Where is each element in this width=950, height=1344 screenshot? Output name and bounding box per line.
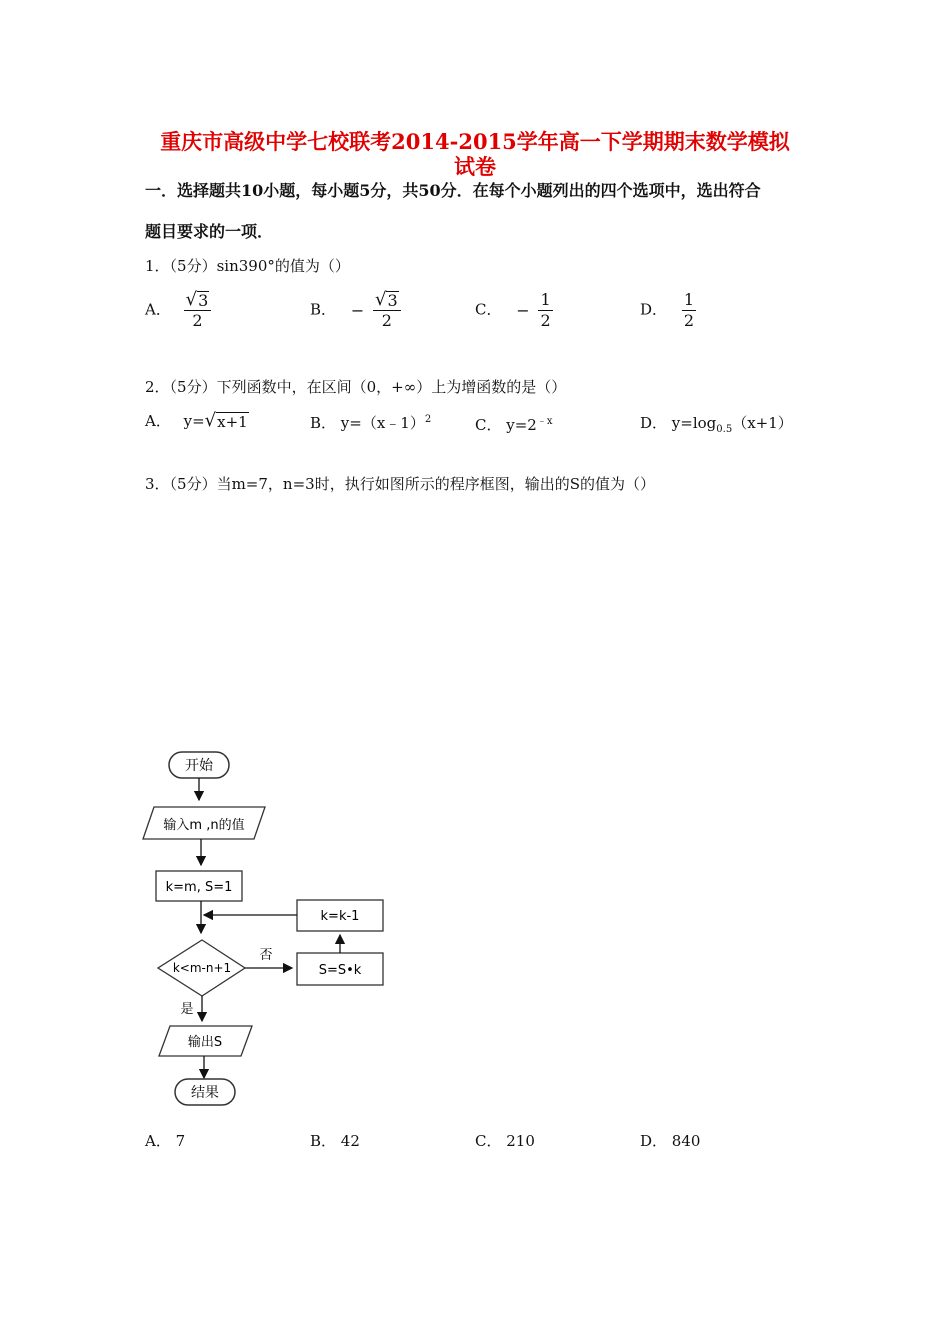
program-flowchart <box>140 745 400 1115</box>
q2-option-b[interactable] <box>310 412 431 433</box>
doc-title-line2: 试卷 <box>454 154 496 179</box>
q1-option-d-fraction <box>682 290 696 331</box>
q2-option-d-subscript: 0.5 <box>716 424 733 435</box>
q1-option-c-denominator: 2 <box>540 311 551 330</box>
q2-option-d-prefix: D． y=log <box>640 414 717 432</box>
flow-multiply-label: S=S•k <box>318 963 362 978</box>
q1-option-a-radicand: 3 <box>198 291 209 310</box>
q3-option-c[interactable]: C． 210 <box>475 1132 535 1150</box>
q1-option-b-fraction: √ 3 2 <box>373 290 401 331</box>
q2-option-d[interactable] <box>640 412 793 435</box>
q2-option-c[interactable] <box>475 412 552 435</box>
flow-output-label: 输出S <box>187 1035 223 1050</box>
q1-option-b-sign: − <box>350 301 365 320</box>
q2-stem: 2．（5分）下列函数中，在区间（0，+∞）上为增函数的是（） <box>145 378 567 396</box>
q2-option-c-exponent: ﹣x <box>536 416 553 427</box>
q1-stem: 1．（5分）sin390°的值为（） <box>145 257 350 275</box>
q1-option-b-label: B． <box>310 300 337 319</box>
flow-decision-label: k<m-n+1 <box>172 961 232 975</box>
section-instructions-line1: 一．选择题共10小题，每小题5分，共50分．在每个小题列出的四个选项中，选出符合 <box>145 181 761 200</box>
q2-option-a-radicand: x+1 <box>217 413 248 431</box>
q2-option-d-suffix: （x+1） <box>732 414 793 432</box>
q1-option-c-numerator: 1 <box>540 290 551 309</box>
q3-option-d[interactable]: D． 840 <box>640 1132 701 1150</box>
q1-option-c-sign: − <box>516 301 530 320</box>
q1-option-b-denominator: 2 <box>381 311 392 330</box>
flow-input-label: 输入m ,n的值 <box>163 818 245 833</box>
q2-option-b-exponent: 2 <box>424 414 432 425</box>
q1-option-c[interactable] <box>475 290 553 331</box>
flow-decrement-label: k=k-1 <box>320 909 360 924</box>
q2-option-a-prefix: y= <box>183 412 205 430</box>
q3-option-b[interactable]: B． 42 <box>310 1132 360 1150</box>
doc-title-line1: 重庆市高级中学七校联考2014-2015学年高一下学期期末数学模拟 <box>160 129 790 154</box>
q3-stem: 3．（5分）当m=7，n=3时，执行如图所示的程序框图，输出的S的值为（） <box>145 475 655 493</box>
q2-option-b-text: B． y=（x﹣1） <box>310 414 425 432</box>
q1-option-d[interactable] <box>640 290 696 331</box>
flow-no-label: 否 <box>259 948 273 963</box>
q1-option-d-label: D． <box>640 300 668 319</box>
flow-yes-label: 是 <box>180 1002 194 1017</box>
q2-option-a-label: A． <box>145 412 171 430</box>
q1-option-d-numerator: 1 <box>683 290 694 309</box>
q1-option-d-denominator: 2 <box>683 311 694 330</box>
q1-option-a-label: A． <box>145 300 171 319</box>
flow-end-label: 结果 <box>191 1085 219 1101</box>
flow-start-label: 开始 <box>185 758 213 774</box>
q1-option-a[interactable] <box>145 290 211 331</box>
q1-option-b[interactable] <box>310 290 401 331</box>
q1-option-a-denominator: 2 <box>192 311 203 330</box>
q1-option-c-label: C． <box>475 300 502 319</box>
q2-option-c-text: C． y=2 <box>475 416 537 434</box>
q3-option-a[interactable]: A． 7 <box>145 1132 186 1150</box>
q1-option-a-fraction: √ 3 2 <box>184 290 212 331</box>
section-instructions-line2: 题目要求的一项． <box>145 222 274 241</box>
q2-option-a[interactable]: A． y= √ x+1 <box>145 410 248 431</box>
flow-init-label: k=m, S=1 <box>165 880 233 895</box>
q1-option-c-fraction <box>538 290 552 331</box>
q1-option-b-radicand: 3 <box>387 291 398 310</box>
